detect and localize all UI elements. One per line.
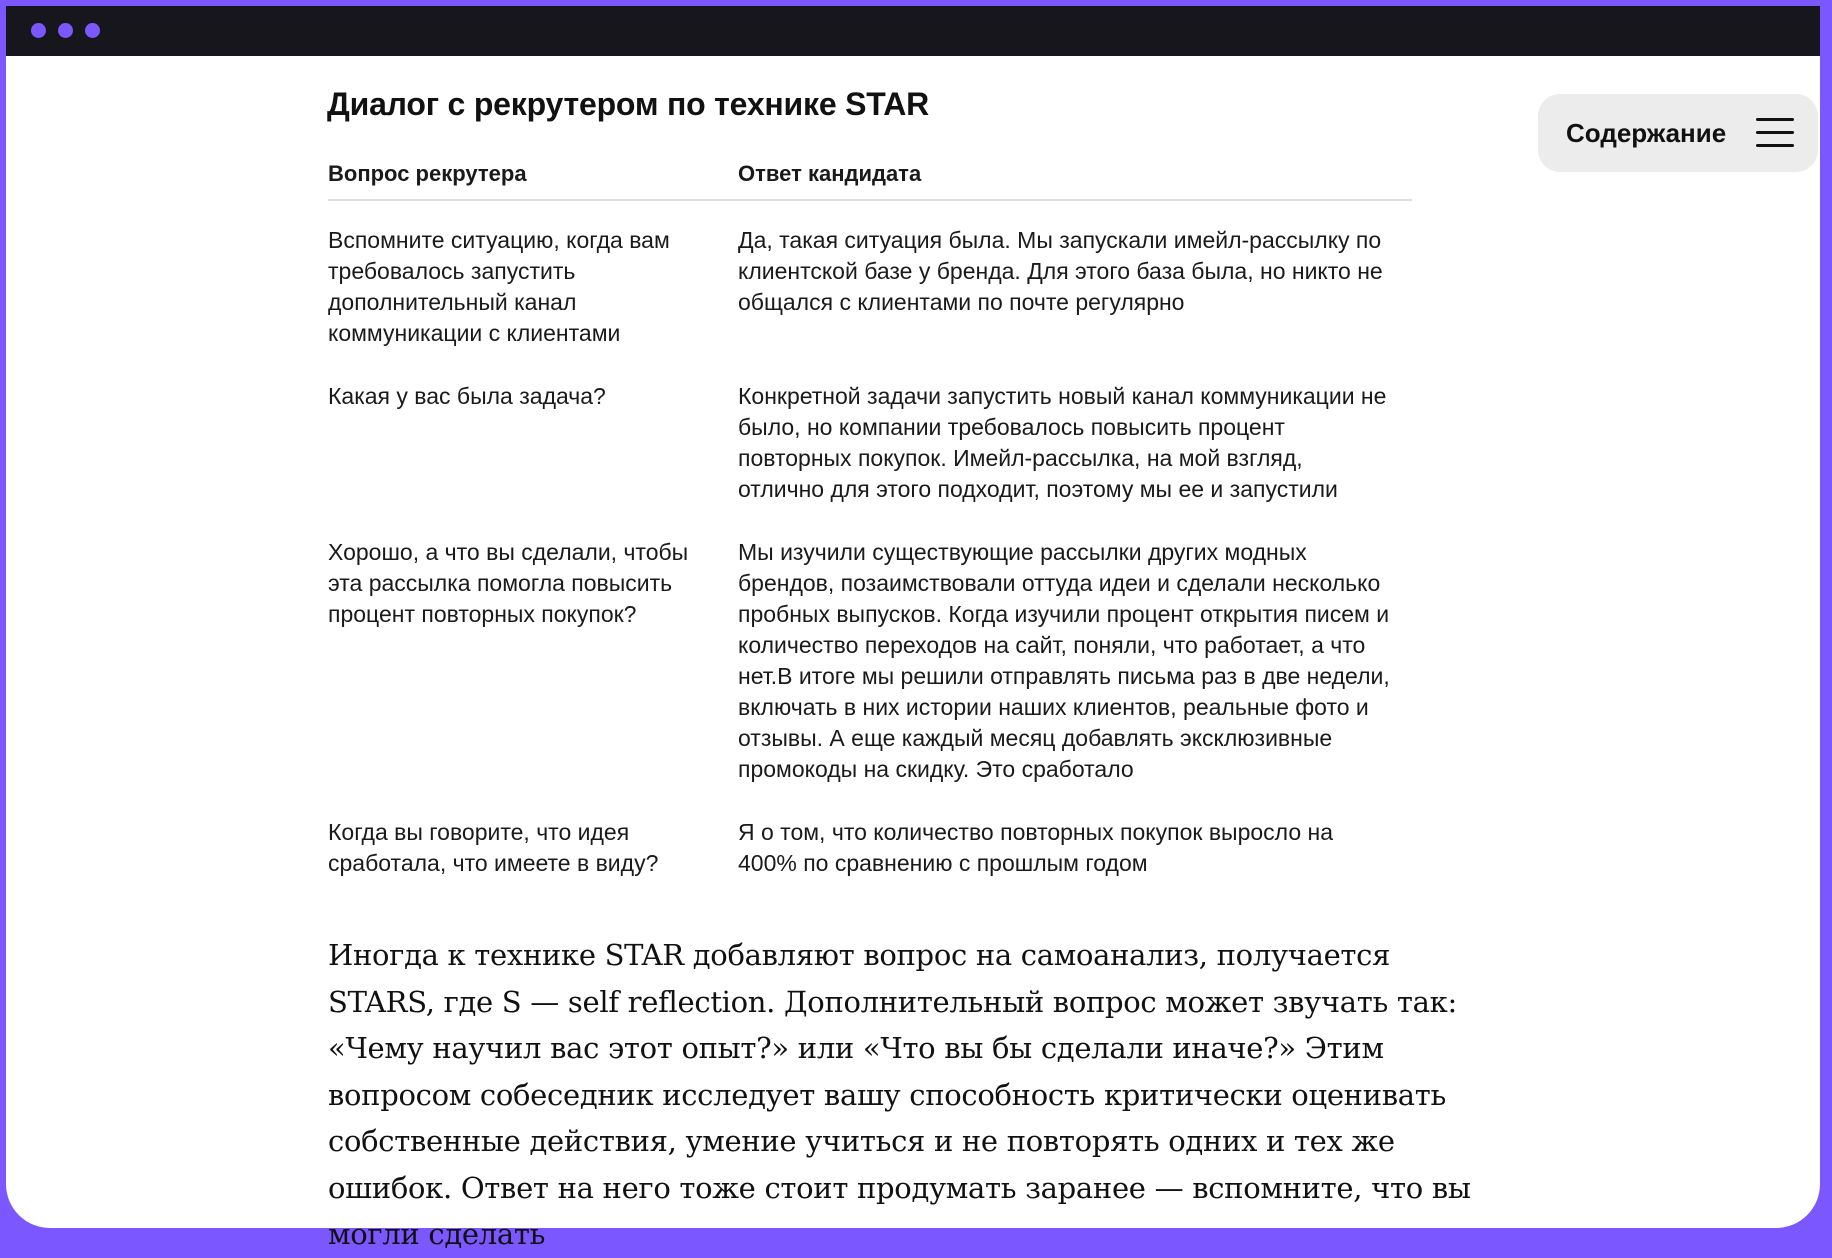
section-title: Диалог с рекрутером по технике STAR [327, 86, 930, 122]
table-row [328, 521, 1412, 801]
window-control-dot[interactable] [85, 23, 100, 38]
recruiter-question: Вспомните ситуацию, когда вам требовалось запустить дополнительный канал коммуникации с клиентами [328, 227, 670, 346]
window-controls [31, 23, 100, 38]
candidate-answer: Мы изучили существующие рассылки других модных брендов, позаимствовали оттуда идеи и сделали несколько пробных выпусков. Когда изучили процент открытия писем и количество переходов на сайт, поняли, что работает, а что нет.В итоге мы решили отправлять письма раз в две недели, включать в них истории наших клиентов, реальные фото и отзывы. А еще каждый месяц добавлять эксклюзивные промокоды на скидку. Это сработало [738, 539, 1390, 782]
recruiter-question: Хорошо, а что вы сделали, чтобы эта рассылка помогла повысить процент повторных покупок? [328, 539, 689, 627]
table-of-contents-button[interactable] [1538, 94, 1818, 172]
window-control-dot[interactable] [58, 23, 73, 38]
star-dialog-table [328, 158, 1412, 895]
browser-window [6, 6, 1820, 1251]
candidate-answer: Да, такая ситуация была. Мы запускали имейл-рассылку по клиентской базе у бренда. Для этого база была, но никто не общался с клиентами по почте регулярно [738, 227, 1383, 315]
recruiter-question: Когда вы говорите, что идея сработала, что имеете в виду? [328, 819, 659, 876]
table-row [328, 200, 1412, 365]
toc-label: Содержание [1566, 117, 1727, 148]
candidate-answer: Конкретной задачи запустить новый канал коммуникации не было, но компании требовалось повысить процент повторных покупок. Имейл-рассылка, на мой взгляд, отлично для этого подходит, поэтому мы ее и запустили [738, 383, 1387, 502]
table-row [328, 801, 1412, 895]
window-control-dot[interactable] [31, 23, 46, 38]
article-paragraph: Иногда к технике STAR добавляют вопрос на самоанализ, получается STARS, где S — self reflection. Дополнительный вопрос может звучать так: «Чему научил вас этот опыт?» или «Что вы бы сделали иначе?» Этим вопросом собеседник исследует вашу способность критически оценивать собственные действия, умение учиться и не повторять одних и тех же ошибок. Ответ на него тоже стоит продумать заранее — вспомните, что вы могли сделать [328, 938, 1471, 1251]
hamburger-icon [1756, 116, 1794, 150]
column-header-question: Вопрос рекрутера [328, 158, 738, 200]
recruiter-question: Какая у вас была задача? [328, 383, 606, 409]
column-header-answer: Ответ кандидата [738, 158, 1412, 200]
candidate-answer: Я о том, что количество повторных покупок выросло на 400% по сравнению с прошлым годом [738, 819, 1334, 876]
title-bar [6, 6, 1820, 56]
table-row [328, 365, 1412, 521]
table-header-row [328, 158, 1412, 200]
